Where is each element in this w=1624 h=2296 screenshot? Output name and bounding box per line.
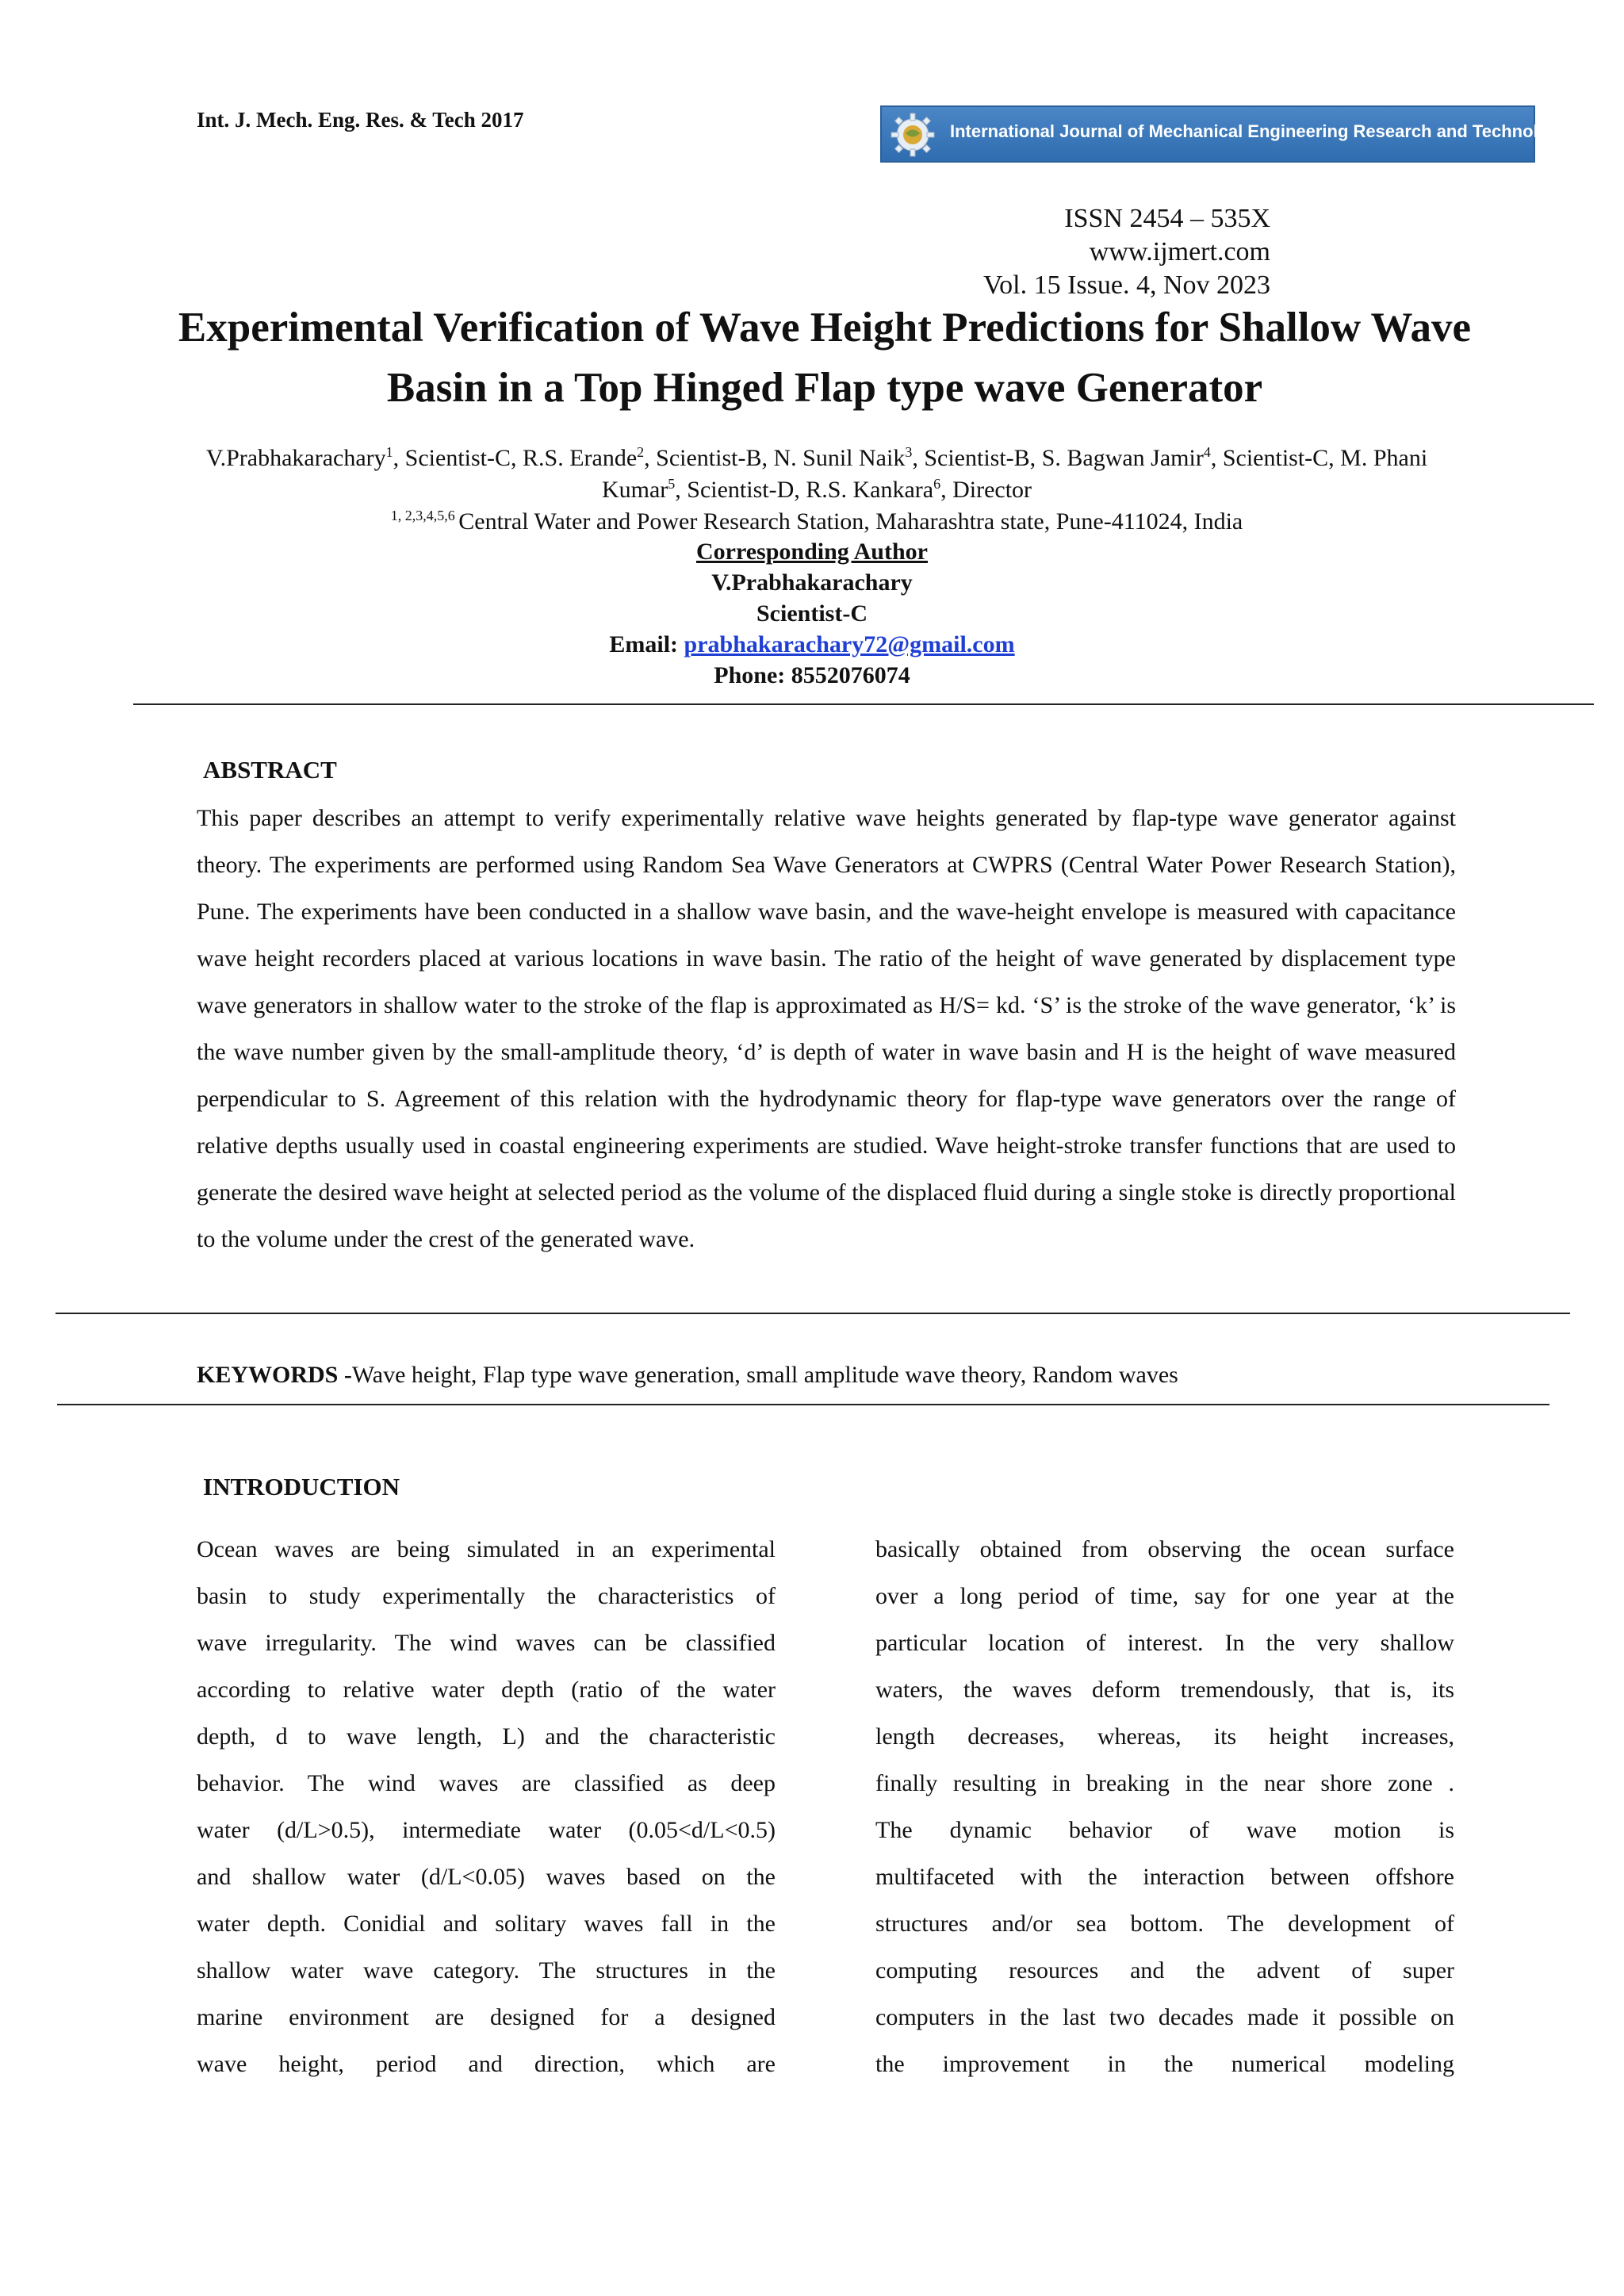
corresponding-author-block bbox=[416, 536, 1208, 691]
text-line: the improvement in the numerical modeling bbox=[875, 2051, 1454, 2077]
phone: Phone: 8552076074 bbox=[714, 662, 910, 688]
text-line: computers in the last two decades made it possible on bbox=[875, 2004, 1454, 2030]
text-line: waters, the waves deform tremendously, that is, its bbox=[875, 1677, 1454, 1703]
banner-title: International Journal of Mechanical Engineering Research and Technology bbox=[950, 121, 1569, 141]
keywords bbox=[197, 1362, 1178, 1389]
text-line: shallow water wave category. The structures in the bbox=[197, 1957, 776, 1984]
author-sup: 6 bbox=[933, 476, 941, 492]
journal-reference: Int. J. Mech. Eng. Res. & Tech 2017 bbox=[197, 108, 524, 132]
text-line: wave irregularity. The wind waves can be classified bbox=[197, 1630, 776, 1656]
journal-banner bbox=[880, 105, 1569, 163]
email-link[interactable]: prabhakarachary72@gmail.com bbox=[684, 631, 1015, 657]
text-line: water (d/L>0.5), intermediate water (0.05<d/L<0.5) bbox=[197, 1817, 776, 1843]
text-line: structures and/or sea bottom. The development of bbox=[875, 1911, 1454, 1937]
author-sup: 1 bbox=[385, 444, 393, 460]
text-line: behavior. The wind waves are classified as deep bbox=[197, 1770, 776, 1796]
text-line: Ocean waves are being simulated in an experimental bbox=[197, 1536, 776, 1562]
author-role: , Scientist-B, bbox=[912, 445, 1042, 471]
text-line: marine environment are designed for a designed bbox=[197, 2004, 776, 2030]
corresponding-name: V.Prabhakarachary bbox=[711, 569, 913, 596]
volume-issue: Vol. 15 Issue. 4, Nov 2023 bbox=[982, 270, 1270, 300]
text-line: water depth. Conidial and solitary waves fall in the bbox=[197, 1911, 776, 1937]
author-role: , Scientist-D, bbox=[675, 477, 806, 503]
affiliation: Central Water and Power Research Station, Maharashtra state, Pune-411024, India bbox=[458, 508, 1243, 535]
author-sup: 3 bbox=[905, 444, 913, 460]
author-name: R.S. Kankara bbox=[806, 477, 934, 503]
keywords-text: Wave height, Flap type wave generation, small amplitude wave theory, Random waves bbox=[351, 1362, 1178, 1388]
text-line: according to relative water depth (ratio of the water bbox=[197, 1677, 776, 1703]
text-line: basically obtained from observing the ocean surface bbox=[875, 1536, 1454, 1562]
email-line bbox=[416, 629, 1208, 660]
abstract-heading: ABSTRACT bbox=[203, 756, 337, 784]
affiliation-sup: 1, 2,3,4,5,6 bbox=[390, 508, 459, 523]
text-line: over a long period of time, say for one year at the bbox=[875, 1583, 1454, 1609]
text-line: multifaceted with the interaction between offshore bbox=[875, 1864, 1454, 1890]
divider-abstract bbox=[56, 1313, 1570, 1314]
text-line: wave height, period and direction, which are bbox=[197, 2051, 776, 2077]
author-name: M. Phani Kumar bbox=[601, 445, 1428, 503]
author-role: , Scientist-C, bbox=[393, 445, 523, 471]
author-role: , Director bbox=[940, 477, 1032, 503]
gear-globe-logo-icon bbox=[888, 110, 937, 159]
website: www.ijmert.com bbox=[1089, 237, 1270, 266]
affiliation-line bbox=[182, 506, 1451, 538]
text-line: The dynamic behavior of wave motion is bbox=[875, 1817, 1454, 1843]
author-sup: 4 bbox=[1203, 444, 1211, 460]
text-line: and shallow water (d/L<0.05) waves based on the bbox=[197, 1864, 776, 1890]
abstract-text: This paper describes an attempt to verify experimentally relative wave heights generated by flap-type wave generator against theory. The experiments are performed using Random Sea Wave Generators at CWPRS (Central Water Power Research Station), Pune. The experiments have been conducted in a shallow wave basin, and the wave-height envelope is measured with capacitance wave height recorders placed at various locations in wave basin. The ratio of the height of wave generated by displacement type wave generators in shallow water to the stroke of the flap is approximated as H/S= kd. ‘S’ is the stroke of the wave generator, ‘k’ is the wave number given by the small-amplitude theory, ‘d’ is depth of water in wave basin and H is the height of wave measured perpendicular to S. Agreement of this relation with the hydrodynamic theory for flap-type wave generators over the range of relative depths usually used in coastal engineering experiments are studied. Wave height-stroke transfer functions that are used to generate the desired wave height at selected period as the volume of the displaced fluid during a single stoke is directly proportional to the volume under the crest of the generated wave. bbox=[197, 805, 1456, 1252]
introduction-heading: INTRODUCTION bbox=[203, 1473, 400, 1501]
text-line: length decreases, whereas, its height increases, bbox=[875, 1723, 1454, 1750]
divider-keywords bbox=[57, 1404, 1549, 1405]
author-name: S. Bagwan Jamir bbox=[1041, 445, 1204, 471]
text-line: computing resources and the advent of super bbox=[875, 1957, 1454, 1984]
text-line: depth, d to wave length, L) and the characteristic bbox=[197, 1723, 776, 1750]
text-line: basin to study experimentally the characteristics of bbox=[197, 1583, 776, 1609]
divider-top bbox=[133, 703, 1594, 705]
author-role: , Scientist-C, bbox=[1210, 445, 1341, 471]
author-sup: 2 bbox=[637, 444, 645, 460]
author-name: N. Sunil Naik bbox=[773, 445, 906, 471]
author-role: , Scientist-B, bbox=[644, 445, 774, 471]
text-line: finally resulting in breaking in the near shore zone . bbox=[875, 1770, 1454, 1796]
text-line: particular location of interest. In the very shallow bbox=[875, 1630, 1454, 1656]
author-name: R.S. Erande bbox=[523, 445, 638, 471]
author-name: V.Prabhakarachary bbox=[205, 445, 386, 471]
issn-block bbox=[983, 202, 1270, 302]
corresponding-heading: Corresponding Author bbox=[695, 539, 928, 565]
author-sup: 5 bbox=[668, 476, 676, 492]
email-label: Email: bbox=[609, 631, 684, 657]
intro-right-column bbox=[875, 1526, 1454, 2087]
author-list bbox=[182, 443, 1451, 538]
paper-title: Experimental Verification of Wave Height Predictions for Shallow Wave Basin in a Top Hinged Flap type wave Generator bbox=[178, 305, 1472, 411]
authors-line bbox=[182, 443, 1451, 506]
issn: ISSN 2454 – 535X bbox=[1064, 204, 1270, 233]
keywords-label: KEYWORDS - bbox=[197, 1362, 352, 1388]
corresponding-role: Scientist-C bbox=[756, 600, 868, 627]
intro-left-column bbox=[197, 1526, 776, 2087]
